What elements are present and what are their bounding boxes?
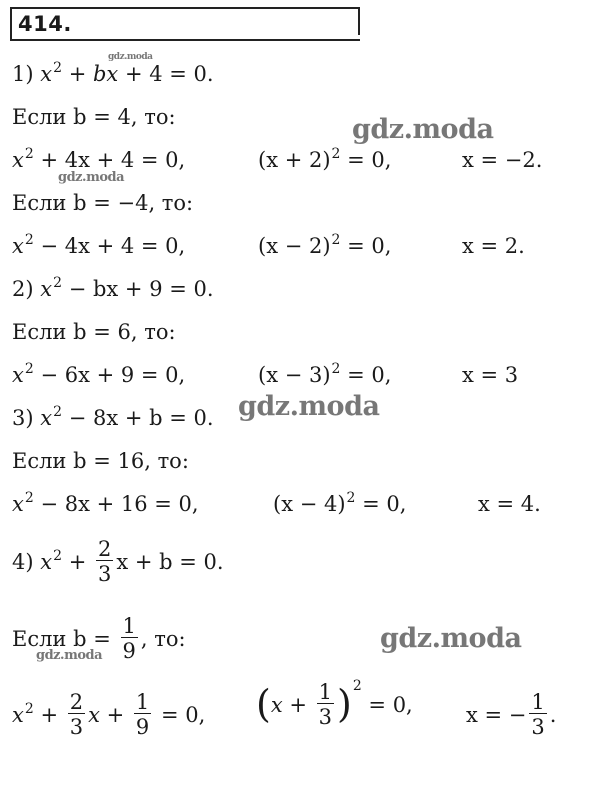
- part3-case1-eq1: $x^2 - 8x + 16 = 0$,: [12, 490, 199, 516]
- part4-final-root: [466, 690, 557, 740]
- part3-case1-eq2: $(x - 4)^2 = 0$,: [273, 490, 407, 516]
- part3-case1-condition: Если b = 16, то:: [12, 449, 189, 473]
- part4-final-eq2-tail: = 0,: [361, 693, 413, 718]
- part4-root-pre: x = −: [466, 703, 527, 728]
- part4-final-eq1: $x^2$ + $\frac{2}{3}$ x + $\frac{1}{9}$ = 0,: [12, 690, 206, 740]
- part3-case1-eq2-tail: = 0,: [355, 492, 407, 516]
- part2-case1-root: x = 3: [462, 363, 519, 387]
- part4-final-frac3-d: 3: [318, 705, 332, 730]
- part2-eq: − bx + 9 = 0.: [68, 277, 214, 301]
- part1-case2-eq1-text: − 4x + 4 = 0,: [40, 234, 186, 258]
- part4-final-eq1-tail: = 0,: [154, 703, 206, 728]
- part1-case1-eq2: $(x + 2)^2 = 0$,: [258, 146, 392, 172]
- part2-case1-eq1: $x^2 - 6x + 9 = 0$,: [12, 361, 186, 387]
- part4-final-frac3-n: 1: [318, 680, 332, 704]
- watermark: gdz.moda: [238, 391, 380, 422]
- part1-equation: 1) $x^2$ + bx + 4 = 0.: [12, 60, 214, 86]
- problem-number: 414.: [18, 12, 72, 36]
- watermark: gdz.moda: [352, 114, 494, 145]
- part4-final-frac1: [68, 691, 85, 738]
- part4-cond-frac-numerator: 1: [122, 614, 136, 638]
- part4-final-frac2-n: 1: [135, 690, 150, 714]
- part4-final-frac1-n: 2: [69, 690, 84, 714]
- part4-cond-fraction: [121, 615, 138, 662]
- part4-final-eq2: (x + $\frac{1}{3}$ )$^2$ = 0,: [256, 678, 413, 730]
- part1-case2-eq2: $(x - 2)^2 = 0$,: [258, 232, 392, 258]
- part4-cond-post: , то:: [140, 627, 186, 652]
- part1-case2-root: x = 2.: [462, 234, 525, 258]
- part3-eq: − 8x + b = 0.: [68, 406, 214, 430]
- part2-case1-condition: Если b = 6, то:: [12, 320, 176, 344]
- part2-case1-eq2-tail: = 0,: [340, 363, 392, 387]
- part1-case2-eq2-text: (x − 2): [258, 234, 331, 258]
- part4-root-frac-d: 3: [531, 715, 545, 740]
- part1-case1-condition: Если b = 4, то:: [12, 105, 176, 129]
- watermark: gdz.moda: [36, 648, 103, 663]
- part4-final-frac2: [134, 691, 151, 738]
- part4-frac-numerator: 2: [97, 537, 112, 561]
- part2-case1-eq2: $(x - 3)^2 = 0$,: [258, 361, 392, 387]
- part4-root-frac-n: 1: [531, 690, 545, 714]
- part4-cond-pre: Если b =: [12, 627, 111, 652]
- part1-case1-eq1-text: + 4x + 4 = 0,: [40, 148, 186, 172]
- part2-case1-eq2-text: (x − 3): [258, 363, 331, 387]
- part1-case1-eq1: $x^2 + 4x + 4 = 0$,: [12, 146, 186, 172]
- part4-final-frac3: [317, 681, 334, 728]
- part1-case1-eq2-text: (x + 2): [258, 148, 331, 172]
- part4-label: 4): [12, 550, 34, 575]
- watermark: gdz.moda: [108, 52, 153, 62]
- part4-final-frac2-d: 9: [135, 715, 150, 740]
- part3-case1-eq2-text: (x − 4): [273, 492, 346, 516]
- part4-eq-tail: x + b = 0.: [116, 550, 224, 575]
- part2-label: 2): [12, 277, 34, 301]
- part2-case1-eq1-text: − 6x + 9 = 0,: [40, 363, 186, 387]
- part4-cond-frac-denominator: 9: [122, 639, 136, 664]
- part2-equation: 2) $x^2$ − bx + 9 = 0.: [12, 275, 214, 301]
- problem-number-box: [10, 7, 360, 41]
- part3-equation: 3) $x^2 - 8x + b = 0$.: [12, 404, 214, 430]
- part1-eq: + 4 = 0.: [124, 62, 214, 86]
- part4-paren-open: (: [256, 681, 271, 726]
- watermark: gdz.moda: [380, 623, 522, 654]
- part3-label: 3): [12, 406, 34, 430]
- part4-root-fraction: [529, 691, 546, 738]
- part4-root-post: .: [549, 703, 557, 728]
- part1-case2-condition: Если b = −4, то:: [12, 191, 194, 215]
- part1-case2-eq1: $x^2 - 4x + 4 = 0$,: [12, 232, 186, 258]
- part4-frac-denominator: 3: [97, 562, 112, 587]
- part3-case1-eq1-text: − 8x + 16 = 0,: [40, 492, 199, 516]
- part4-paren-close: ): [337, 681, 352, 726]
- part4-equation: 4) $x^2$ + $\frac{2}{3}$ x + b = 0.: [12, 537, 224, 587]
- part3-case1-root: x = 4.: [478, 492, 541, 516]
- part1-label: 1): [12, 62, 34, 86]
- watermark: gdz.moda: [58, 170, 125, 185]
- part1-case2-eq2-tail: = 0,: [340, 234, 392, 258]
- part1-case1-root: x = −2.: [462, 148, 543, 172]
- part4-fraction: [96, 538, 113, 585]
- part1-case1-eq2-tail: = 0,: [340, 148, 392, 172]
- part4-final-frac1-d: 3: [69, 715, 84, 740]
